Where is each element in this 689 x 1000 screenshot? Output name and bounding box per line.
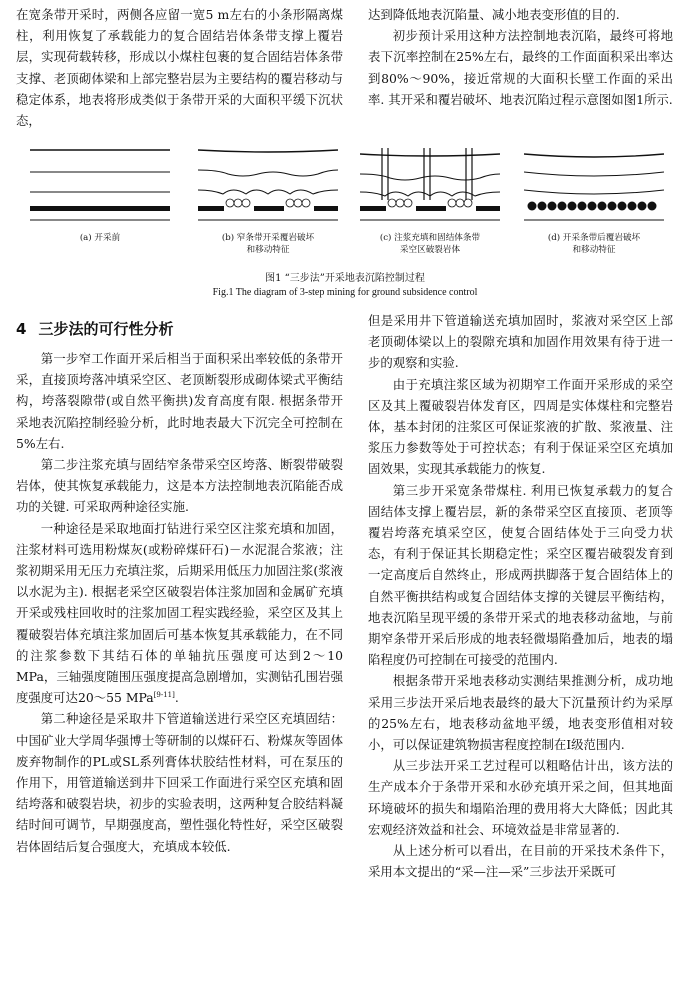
subcaption-a: (a) 开采前 [79, 233, 121, 243]
left-column-top [16, 4, 343, 131]
figure-1 [14, 148, 676, 308]
panel-a-diagram [30, 148, 180, 266]
paragraph: 由于充填注浆区域为初期窄工作面开采形成的采空区及其上覆破裂岩体发育区，四周是实体煤柱和完整岩体，基本封闭的注浆区可保证浆液的扩散、浆液量、注浆压力参数等处于可控状态；有利于保证采空区充填加固效果，实现其承载能力的恢复. [368, 376, 673, 477]
paragraph: 第二步注浆充填与固结窄条带采空区垮落、断裂带破裂岩体，使其恢复承载能力，这是本方法控制地表沉陷能否成功的关键. 可采取两种途径实施. [16, 457, 343, 515]
figure-caption-en: Fig.1 The diagram of 3-step mining for ground subsidence control [212, 287, 478, 298]
paragraph: 但是采用井下管道输送充填加固时，浆液对采空区上部老顶砌体梁以上的裂隙充填和加固作用效果有待于进一步的观察和实验. [368, 313, 673, 371]
paragraph: 在宽条带开采时，两侧各应留一宽5 m左右的小条形隔离煤柱，利用恢复了承载能力的复合固结岩体条带支撑上覆岩层，实现荷载转移，形成以小煤柱包裹的复合固结岩体条带支撑、老顶砌体梁和上部完整岩层为主要结构的覆岩移动与稳定体系，地表将形成类似于条带开采的大面积平缓下沉状态， [16, 7, 343, 129]
section-number: 4 [16, 320, 27, 338]
right-column-top [368, 4, 673, 110]
paragraph: 达到降低地表沉陷量、减小地表变形值的目的. [368, 7, 620, 22]
citation: [9-11] [153, 691, 175, 700]
paragraph: 第二种途径是采取井下管道输送进行采空区充填固结：中国矿业大学周华强博士等研制的以煤矸石、粉煤灰等固体废弃物制作的PL或SL系列膏体状胶结性材料，可在泵压的作用下，用管道输送到井下回采工作面进行采空区充填和固结垮落和破裂岩块，初步的实验表明，这两种复合胶结料凝结时间可调节，早期强度高，塑性强化特性好，采空区破裂岩体固结后复合强度大，充填成本较低. [16, 711, 343, 854]
subcaption-c: (c) 注浆充填和固结体条带 采空区破裂岩体 [379, 233, 481, 255]
paragraph: 第三步开采宽条带煤柱. 利用已恢复承载力的复合固结体支撑上覆岩层，新的条带采空区直接顶、老顶等覆岩垮落充填采空区，使复合固结体处于三向受力状态，有利于保证其长期稳定性；采空区覆岩破裂发育到一定高度后自然终止，形成两拱脚落于复合固结体上的自然平衡拱结构或复合固结体支撑的关键层平衡结构，地表沉陷呈现平缓的条带开采式的地表移动盆地，与前期窄条带开采后形成的地表轻微塌陷叠加后，地表的塌陷程度仍可控制在可接受的范围内. [368, 482, 673, 668]
section-heading [16, 318, 173, 340]
paragraph: 从上述分析可以看出，在目前的开采技术条件下，采用本文提出的“采—注—采”三步法开采既可 [368, 843, 673, 880]
paragraph-text: 一种途径是采取地面打钻进行采空区注浆充填和加固，注浆材料可选用粉煤灰(或粉碎煤矸石)－水泥混合浆液；注浆初期采用无压力充填注浆，后期采用低压力加固注浆(浆液以水泥为主). 根据老采空区破裂岩体注浆加固和金属矿充填开采或残柱回收时的注浆加固工程实践经验，采空区及其上覆破裂岩体充填注浆加固后可基本恢复其承载能力，在不同的注浆参数下其结石体的单轴抗压强度可达到2～10 MPa，三轴强度随围压强度提高急剧增加，实测钻孔围岩强度强度可达20～55 MPa [16, 520, 343, 706]
right-column-main [368, 310, 673, 882]
left-column-main [16, 348, 343, 857]
paragraph: 从三步法开采工艺过程可以粗略估计出，该方法的生产成本介于条带开采和水砂充填开采之间，但其地面环境破坏的损失和塌陷治理的费用将大大降低；因此其宏观经济效益和社会、环境效益是非常显著的. [368, 758, 673, 837]
paragraph: 根据条带开采地表移动实测结果推测分析，成功地采用三步法开采后地表最终的最大下沉量预计约为采厚的25%左右，地表移动盆地平缓，地表变形值相对较小，可以保证建筑物损害程度控制在I级范围内. [368, 673, 673, 753]
figure-caption-cn: 图1 “三步法”开采地表沉陷控制过程 [265, 273, 425, 284]
subcaption-b: (b) 窄条带开采覆岩破坏 和移动特征 [221, 233, 315, 255]
subcaption-d: (d) 开采条带后覆岩破坏 和移动特征 [547, 233, 641, 255]
section-title: 三步法的可行性分析 [38, 320, 174, 338]
paragraph: 第一步窄工作面开采后相当于面积采出率较低的条带开采，直接顶垮落冲填采空区、老顶断裂形成砌体梁式平衡结构，垮落裂隙带(或自然平衡拱)发育高度有限. 根据条带开采地表沉陷控制经验分析，此时地表最大下沉完全可控制在5%左右. [16, 351, 343, 451]
paragraph: 一种途径是采取地面打钻进行采空区注浆充填和加固，注浆材料可选用粉煤灰(或粉碎煤矸石)－水泥混合浆液；注浆初期采用无压力充填注浆，后期采用低压力加固注浆(浆液以水泥为主). 根据老采空区破裂岩体注浆加固和金属矿充填开采或残柱回收时的注浆加固工程实践经验，采空区及其上覆破裂岩体充填注浆加固后可基本恢复其承载能力，在不同的注浆参数下其结石体的单轴抗压强度可达到2～10 MPa，三轴强度随围压强度提高急剧增加，实测钻孔围岩强度强度可达20～55 MPa[9-11]. [16, 520, 343, 706]
paragraph: 初步预计采用这种方法控制地表沉陷，最终可将地表下沉率控制在25%左右，最终的工作面面积采出率达到80%～90%，接近常规的大面积长壁工作面的采出率. 其开采和覆岩破坏、地表沉陷过程示意图如图1所示. [368, 28, 673, 107]
